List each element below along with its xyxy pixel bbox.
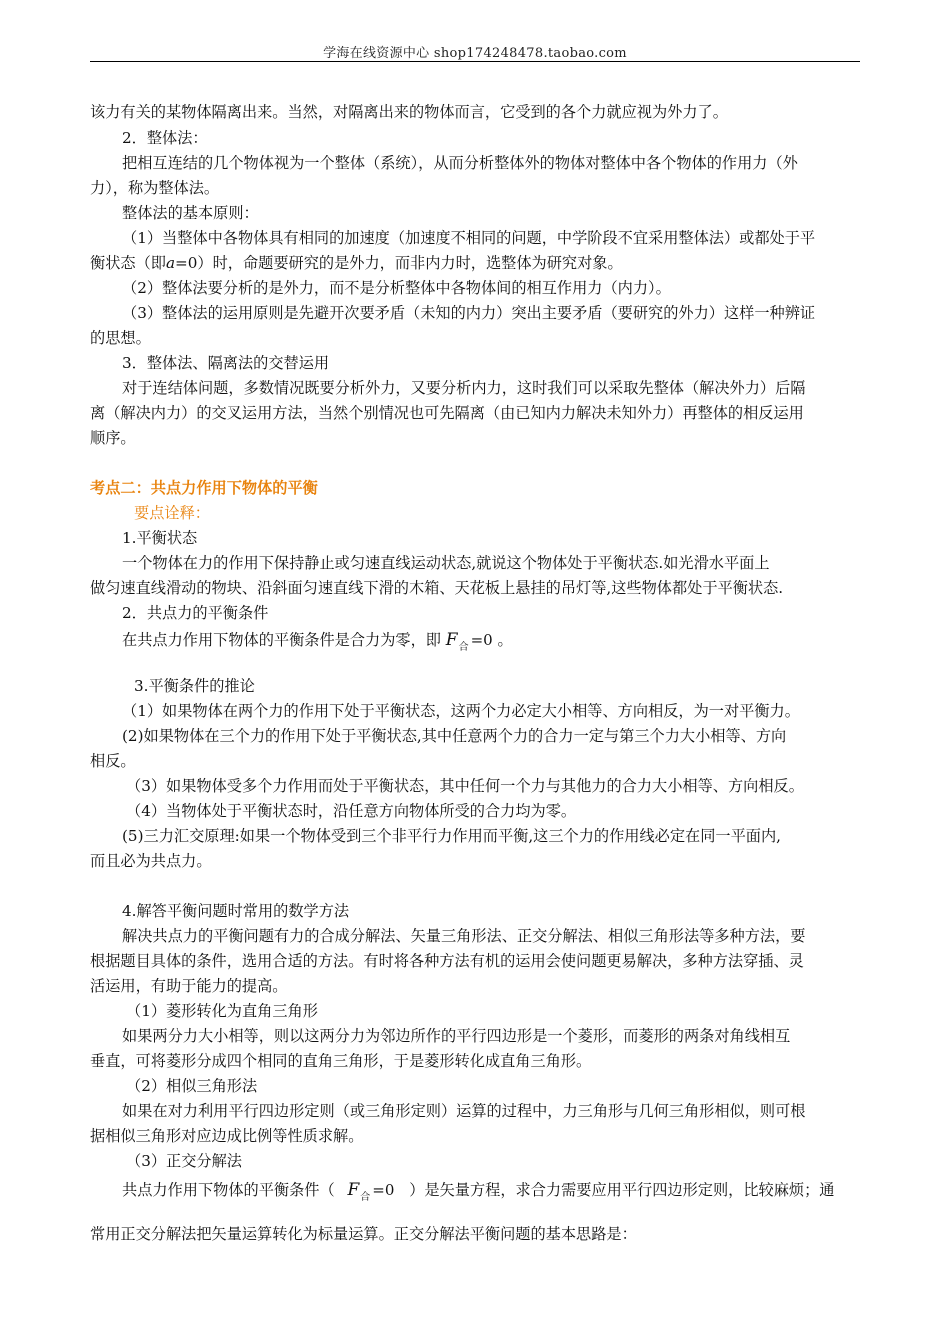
heading-corollaries: 3.平衡条件的推论 bbox=[134, 677, 255, 695]
heading-orthogonal-decomposition: （3）正交分解法 bbox=[126, 1152, 242, 1170]
formula-rhs: =0 bbox=[372, 1181, 395, 1199]
paragraph-line: 整体法的基本原则： bbox=[122, 204, 259, 222]
text-run: =0）时，命题要研究的是外力，而非内力时，选整体为研究对象。 bbox=[175, 254, 623, 272]
heading-equilibrium-state: 1.平衡状态 bbox=[122, 529, 198, 547]
paragraph-line: (2)如果物体在三个力的作用下处于平衡状态,其中任意两个力的合力一定与第三个力大小相等、方向 bbox=[122, 727, 787, 745]
paragraph-line: 解决共点力的平衡问题有力的合成分解法、矢量三角形法、正交分解法、相似三角形法等多种方法，要 bbox=[122, 927, 806, 945]
header-rule bbox=[90, 61, 860, 62]
paragraph-line: 对于连结体问题，多数情况既要分析外力，又要分析内力，这时我们可以采取先整体（解决外力）后隔 bbox=[122, 379, 806, 397]
page-header: 学海在线资源中心 shop174248478.taobao.com bbox=[323, 46, 627, 61]
paragraph-line: 做匀速直线滑动的物块、沿斜面匀速直线下滑的木箱、天花板上悬挂的吊灯等,这些物体都处于平衡状态. bbox=[90, 579, 784, 597]
net-force-formula bbox=[347, 1180, 395, 1203]
text-run: ）是矢量方程，求合力需要应用平行四边形定则，比较麻烦；通 bbox=[409, 1181, 835, 1199]
paragraph-line bbox=[90, 253, 623, 273]
heading-similar-triangles: （2）相似三角形法 bbox=[126, 1077, 258, 1095]
text-run: 。 bbox=[497, 631, 513, 649]
heading-math-methods: 4.解答平衡问题时常用的数学方法 bbox=[122, 902, 350, 920]
paragraph-line: 相反。 bbox=[90, 752, 136, 770]
paragraph-line: （1）当整体中各物体具有相同的加速度（加速度不相同的问题，中学阶段不宜采用整体法）或都处于平 bbox=[122, 229, 816, 247]
accel-symbol: a bbox=[165, 254, 175, 272]
paragraph-line: （2）整体法要分析的是外力，而不是分析整体中各物体间的相互作用力（内力）。 bbox=[122, 279, 671, 297]
paragraph-line: 垂直，可将菱形分成四个相同的直角三角形，于是菱形转化成直角三角形。 bbox=[90, 1052, 592, 1070]
paragraph-line: （4）当物体处于平衡状态时，沿任意方向物体所受的合力均为零。 bbox=[126, 802, 577, 820]
heading-equilibrium-condition: 2．共点力的平衡条件 bbox=[122, 604, 269, 622]
paragraph-line bbox=[122, 1180, 834, 1208]
heading-whole-method: 2．整体法： bbox=[122, 129, 208, 147]
paragraph-line: (5)三力汇交原理:如果一个物体受到三个非平行力作用而平衡,这三个力的作用线必定在同一平面内, bbox=[122, 827, 781, 845]
formula-rhs: =0 bbox=[470, 631, 493, 649]
paragraph-line: 离（解决内力）的交叉运用方法，当然个别情况也可先隔离（由已知内力解决未知外力）再整体的相反运用 bbox=[90, 404, 804, 422]
paragraph-line: 据相似三角形对应边成比例等性质求解。 bbox=[90, 1127, 364, 1145]
paragraph-line: 顺序。 bbox=[90, 429, 136, 447]
paragraph-line: 如果两分力大小相等，则以这两分力为邻边所作的平行四边形是一个菱形，而菱形的两条对角线相互 bbox=[122, 1027, 791, 1045]
net-force-formula bbox=[445, 630, 493, 653]
paragraph-line: 根据题目具体的条件，选用合适的方法。有时将各种方法有机的运用会使问题更易解决，多种方法穿插、灵 bbox=[90, 952, 804, 970]
paragraph-line: 常用正交分解法把矢量运算转化为标量运算。正交分解法平衡问题的基本思路是： bbox=[90, 1225, 637, 1243]
formula-subscript: 合 bbox=[458, 642, 469, 653]
text-run: 共点力作用下物体的平衡条件（ bbox=[122, 1181, 335, 1199]
paragraph-line: 如果在对力利用平行四边形定则（或三角形定则）运算的过程中，力三角形与几何三角形相似，则可根 bbox=[122, 1102, 806, 1120]
paragraph-line: 活运用，有助于能力的提高。 bbox=[90, 977, 288, 995]
formula-subscript: 合 bbox=[360, 1192, 371, 1203]
paragraph-line: （3）整体法的运用原则是先避开次要矛盾（未知的内力）突出主要矛盾（要研究的外力）这样一种辨证 bbox=[122, 304, 816, 322]
section-title: 考点二：共点力作用下物体的平衡 bbox=[90, 479, 318, 497]
section-subtitle: 要点诠释： bbox=[134, 504, 210, 522]
heading-rhombus: （1）菱形转化为直角三角形 bbox=[126, 1002, 318, 1020]
paragraph-line: 一个物体在力的作用下保持静止或匀速直线运动状态,就说这个物体处于平衡状态.如光滑水平面上 bbox=[122, 554, 770, 572]
text-run: 在共点力作用下物体的平衡条件是合力为零，即 bbox=[122, 631, 441, 649]
paragraph-line: 把相互连结的几个物体视为一个整体（系统），从而分析整体外的物体对整体中各个物体的作用力（外 bbox=[122, 154, 798, 172]
paragraph-line: （1）如果物体在两个力的作用下处于平衡状态，这两个力必定大小相等、方向相反，为一对平衡力。 bbox=[122, 702, 800, 720]
text-run: 衡状态（即 bbox=[90, 254, 166, 272]
paragraph-line: 的思想。 bbox=[90, 329, 151, 347]
paragraph-line bbox=[122, 630, 513, 658]
paragraph-line: 该力有关的某物体隔离出来。当然，对隔离出来的物体而言，它受到的各个力就应视为外力了。 bbox=[90, 103, 728, 121]
formula-symbol: F bbox=[347, 1180, 360, 1200]
heading-alternating-use: 3．整体法、隔离法的交替运用 bbox=[122, 354, 330, 372]
paragraph-line: 力），称为整体法。 bbox=[90, 179, 220, 197]
formula-symbol: F bbox=[445, 630, 458, 650]
paragraph-line: （3）如果物体受多个力作用而处于平衡状态，其中任何一个力与其他力的合力大小相等、方向相反。 bbox=[126, 777, 804, 795]
paragraph-line: 而且必为共点力。 bbox=[90, 852, 212, 870]
